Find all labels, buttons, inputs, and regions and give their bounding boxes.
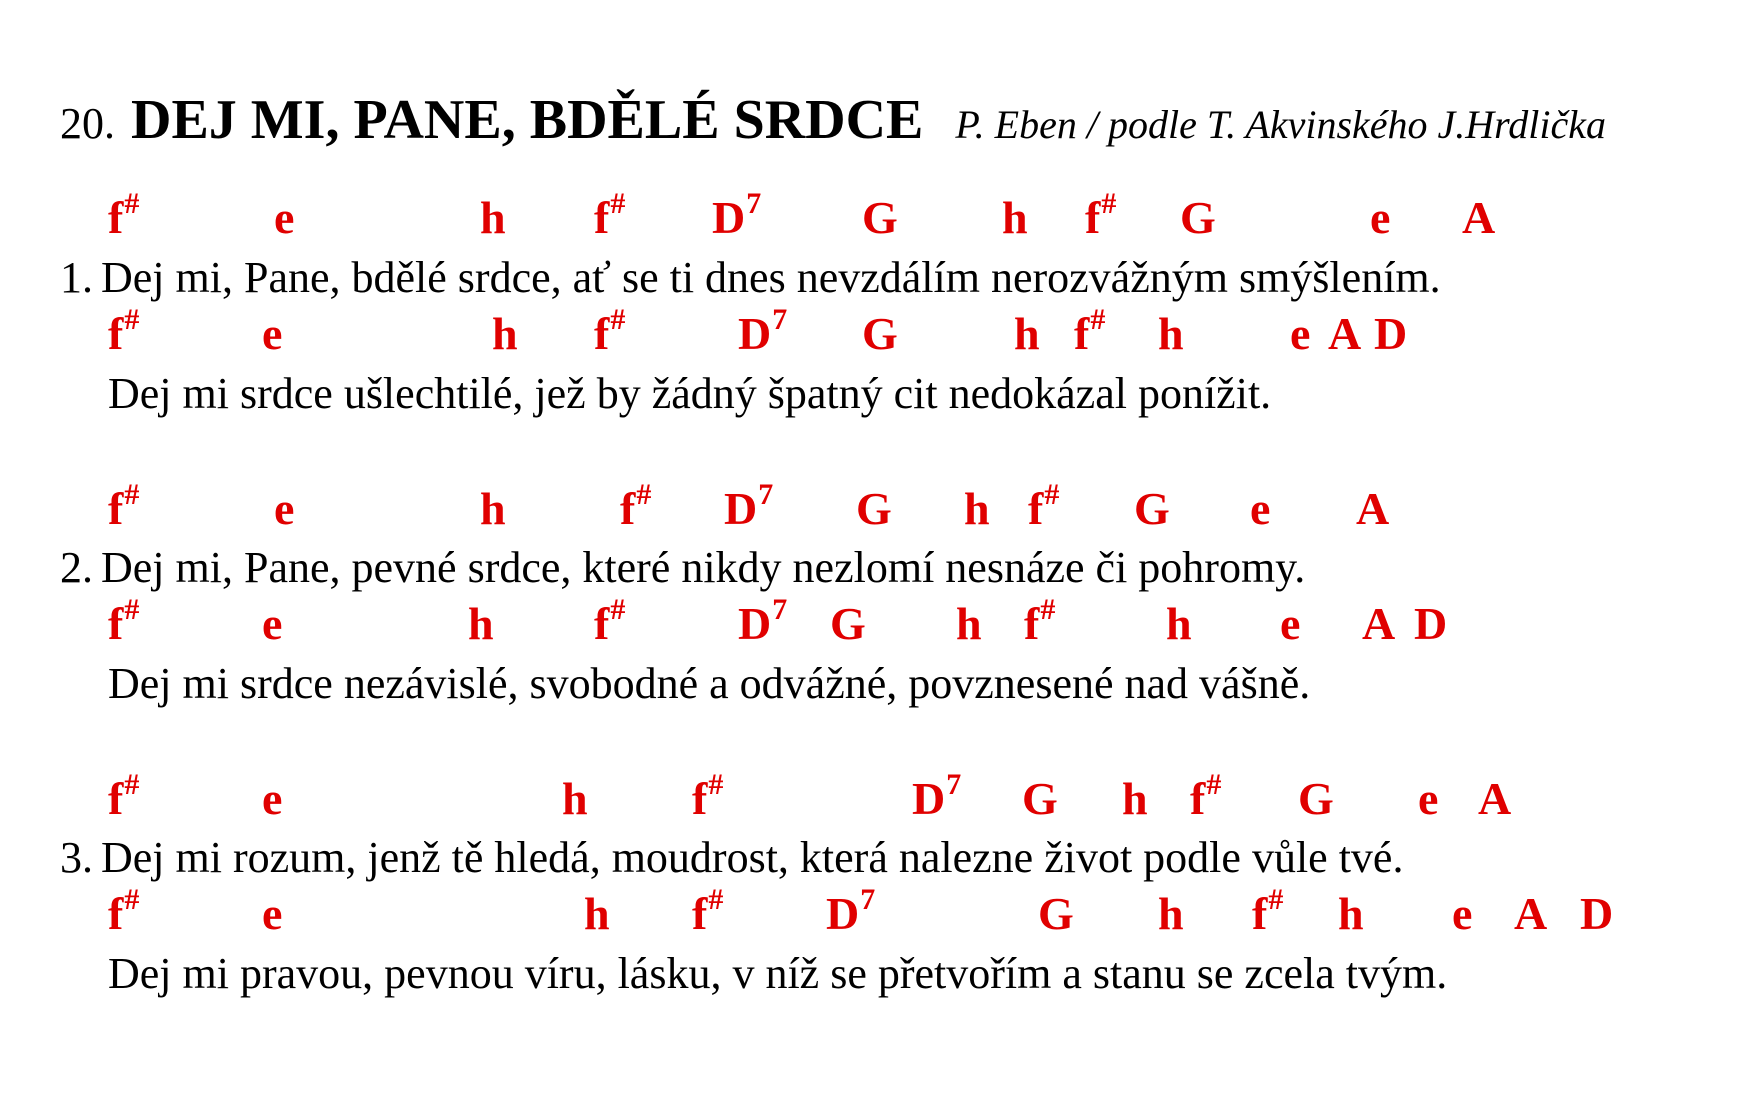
chord-label: e <box>262 888 283 939</box>
chord-label: A <box>1514 888 1548 939</box>
chord-modifier: # <box>124 478 140 511</box>
chord-label: $D^7$ <box>724 478 774 534</box>
chord-label: A <box>1362 598 1396 649</box>
chord-label: f# <box>1085 187 1117 243</box>
verse-number: 2. <box>60 543 93 592</box>
chord-modifier: # <box>124 303 140 336</box>
chord-modifier: # <box>124 883 140 916</box>
chord-label: h <box>1158 308 1184 359</box>
lyric-text: Dej mi srdce nezávislé, svobodné a odvážné, povznesené nad vášně. <box>108 659 1311 708</box>
chord-modifier: # <box>610 593 626 626</box>
chord-label: G <box>1022 773 1058 824</box>
chord-label: e <box>1370 192 1391 243</box>
chord-label: h <box>1338 888 1364 939</box>
chord-label: h <box>1014 308 1040 359</box>
chord-modifier: # <box>1101 187 1117 220</box>
chord-label: $D^7$ <box>826 883 876 939</box>
chord-label: G <box>830 598 866 649</box>
chord-modifier: # <box>1206 768 1222 801</box>
chord-label: D <box>1374 308 1408 359</box>
chord-label: G <box>862 308 898 359</box>
chord-modifier: # <box>1090 303 1106 336</box>
chord-modifier: 7 <box>758 478 774 511</box>
lyric-text: Dej mi, Pane, pevné srdce, které nikdy nezlomí nesnáze či pohromy. <box>101 543 1306 592</box>
chord-label: h <box>584 888 610 939</box>
chord-label: f# <box>594 593 626 649</box>
song-header <box>60 88 1606 152</box>
chord-label: h <box>964 483 990 534</box>
chord-label: e <box>1250 483 1271 534</box>
chord-label: e <box>274 483 295 534</box>
chord-label: e <box>1452 888 1473 939</box>
chord-label: e <box>1290 308 1311 359</box>
chord-modifier: # <box>124 187 140 220</box>
chord-label: h <box>480 483 506 534</box>
verse-number: 3. <box>60 833 93 882</box>
chord-label: A <box>1462 192 1496 243</box>
chord-label: h <box>1122 773 1148 824</box>
chord-label: f# <box>1028 478 1060 534</box>
chord-label: e <box>1280 598 1301 649</box>
lyric-line <box>60 543 1306 592</box>
lyric-text: Dej mi, Pane, bdělé srdce, ať se ti dnes nevzdálím nerozvážným smýšlením. <box>101 253 1441 302</box>
lyric-line <box>60 253 1441 302</box>
chord-modifier: # <box>610 187 626 220</box>
chord-label: e <box>262 308 283 359</box>
chord-modifier: 7 <box>772 303 788 336</box>
chord-label: A <box>1328 308 1362 359</box>
chord-label: f# <box>108 478 140 534</box>
chord-label: h <box>1158 888 1184 939</box>
chord-label: f# <box>108 187 140 243</box>
chord-modifier: # <box>708 883 724 916</box>
chord-label: f# <box>692 883 724 939</box>
lyric-text: Dej mi pravou, pevnou víru, lásku, v níž se přetvořím a stanu se zcela tvým. <box>108 949 1448 998</box>
chord-label: f# <box>1252 883 1284 939</box>
chord-modifier: 7 <box>946 768 962 801</box>
chord-modifier: # <box>1268 883 1284 916</box>
song-credits: P. Eben / podle T. Akvinského J.Hrdlička <box>955 102 1606 147</box>
chord-label: e <box>262 598 283 649</box>
chord-label: h <box>468 598 494 649</box>
lyric-line <box>60 833 1404 882</box>
chord-modifier: # <box>124 768 140 801</box>
chord-label: $D^7$ <box>912 768 962 824</box>
chord-label: $D^7$ <box>712 187 762 243</box>
chord-modifier: # <box>1040 593 1056 626</box>
chord-label: f# <box>594 303 626 359</box>
chord-label: G <box>1038 888 1074 939</box>
chord-label: h <box>1166 598 1192 649</box>
lyric-text: Dej mi srdce ušlechtilé, jež by žádný špatný cit nedokázal ponížit. <box>108 369 1272 418</box>
chord-label: G <box>1134 483 1170 534</box>
chord-label: D <box>1414 598 1448 649</box>
chord-label: e <box>262 773 283 824</box>
song-title: DEJ MI, PANE, BDĚLÉ SRDCE <box>131 89 924 151</box>
chord-modifier: # <box>610 303 626 336</box>
song-number: 20. <box>60 99 115 148</box>
chord-label: f# <box>594 187 626 243</box>
lyric-line <box>108 659 1311 708</box>
chord-label: G <box>856 483 892 534</box>
chord-modifier: # <box>1044 478 1060 511</box>
chord-modifier: # <box>636 478 652 511</box>
chord-modifier: 7 <box>746 187 762 220</box>
chord-label: G <box>1180 192 1216 243</box>
chord-label: G <box>862 192 898 243</box>
chord-label: h <box>480 192 506 243</box>
chord-label: h <box>562 773 588 824</box>
chord-label: f# <box>108 883 140 939</box>
chord-modifier: 7 <box>772 593 788 626</box>
chord-label: A <box>1356 483 1390 534</box>
chord-label: $D^7$ <box>738 303 788 359</box>
chord-label: f# <box>692 768 724 824</box>
chord-label: f# <box>620 478 652 534</box>
chord-label: f# <box>108 768 140 824</box>
chord-label: f# <box>1190 768 1222 824</box>
chord-label: G <box>1298 773 1334 824</box>
chord-label: f# <box>1074 303 1106 359</box>
verse-number: 1. <box>60 253 93 302</box>
lyric-line <box>108 949 1448 998</box>
chord-modifier: # <box>708 768 724 801</box>
chord-label: e <box>1418 773 1439 824</box>
chord-label: e <box>274 192 295 243</box>
lyric-text: Dej mi rozum, jenž tě hledá, moudrost, která nalezne život podle vůle tvé. <box>101 833 1404 882</box>
chord-label: f# <box>108 593 140 649</box>
chord-label: f# <box>1024 593 1056 649</box>
chord-label: D <box>1580 888 1614 939</box>
chord-modifier: 7 <box>860 883 876 916</box>
chord-modifier: # <box>124 593 140 626</box>
chord-label: h <box>956 598 982 649</box>
chord-label: $D^7$ <box>738 593 788 649</box>
chord-label: h <box>1002 192 1028 243</box>
chord-label: A <box>1478 773 1512 824</box>
lyric-line <box>108 369 1272 418</box>
chord-label: f# <box>108 303 140 359</box>
chord-label: h <box>492 308 518 359</box>
